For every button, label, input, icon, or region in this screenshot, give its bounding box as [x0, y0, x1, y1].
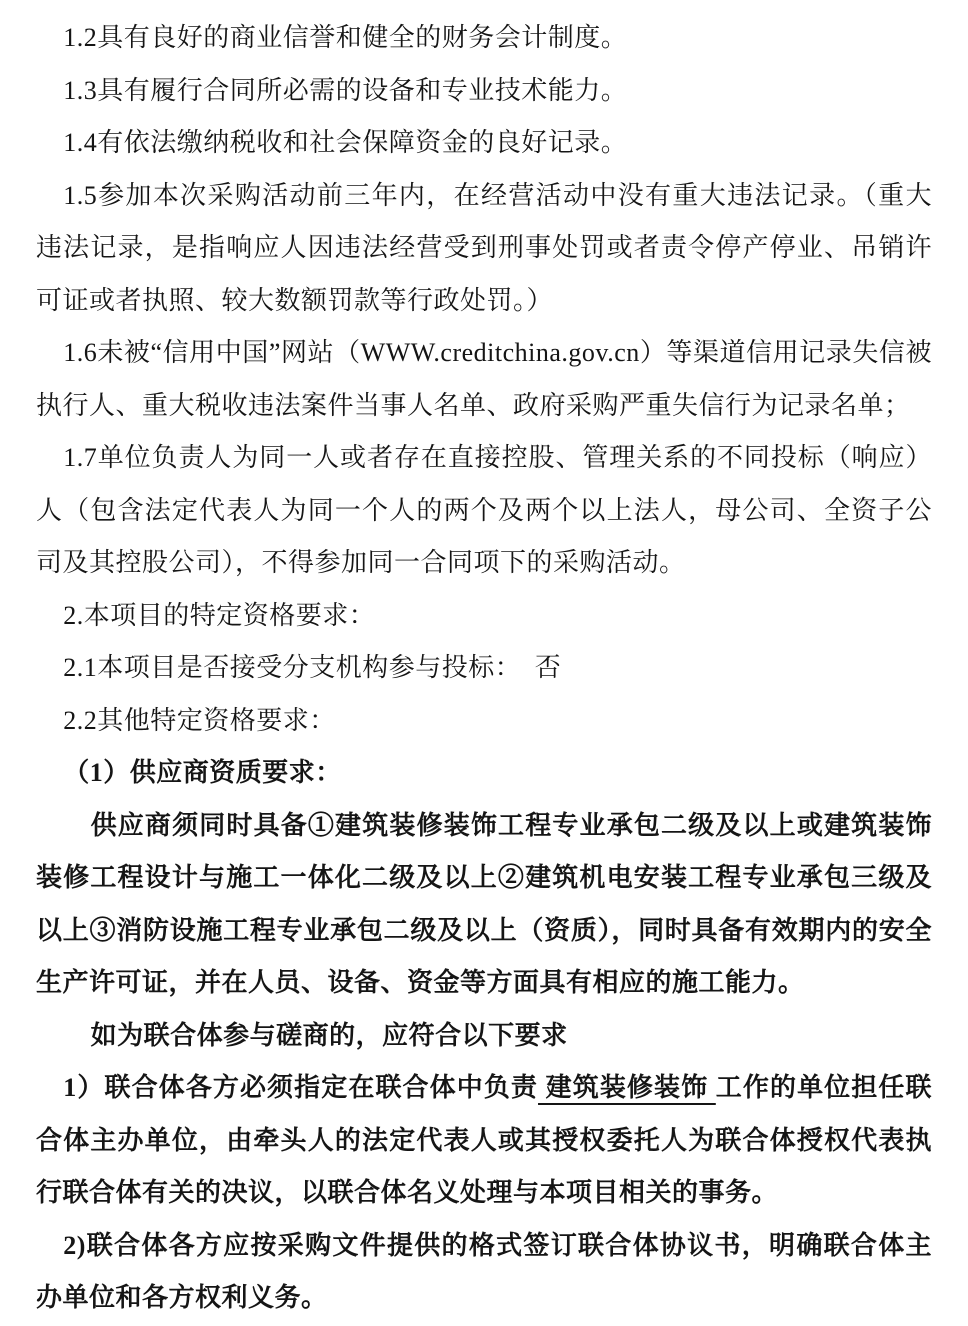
underline-blank-field: 建筑装修装饰	[538, 1073, 716, 1102]
para-1-4: 1.4有依法缴纳税收和社会保障资金的良好记录。	[63, 128, 628, 157]
para-2-heading: 2.本项目的特定资格要求：	[63, 600, 376, 630]
para-2-1-branch-allowed: 2.1本项目是否接受分支机构参与投标： 否	[63, 653, 562, 682]
para-consortium-intro: 如为联合体参与磋商的，应符合以下要求	[90, 1020, 568, 1050]
para-1-2: 1.2具有良好的商业信誉和健全的财务会计制度。	[63, 23, 628, 52]
para-supplier-qualification-heading: （1）供应商资质要求：	[63, 758, 342, 787]
para-1-7: 1.7单位负责人为同一人或者存在直接控股、管理关系的不同投标（响应）人（包含法定代表人为同一个人的两个及两个以上法人，母公司、全资子公司及其控股公司），不得参加同一合同项下的采购活动。	[36, 443, 932, 577]
para-consortium-item-1	[36, 1062, 932, 1220]
para-1-5: 1.5参加本次采购活动前三年内，在经营活动中没有重大违法记录。（重大违法记录，是指响应人因违法经营受到刑事处罚或者责令停产停业、吊销许可证或者执照、较大数额罚款等行政处罚。）	[36, 180, 932, 315]
para-1-6: 1.6未被“信用中国”网站（WWW.creditchina.gov.cn）等渠道信用记录失信被执行人、重大税收违法案件当事人名单、政府采购严重失信行为记录名单；	[36, 338, 932, 420]
consortium-item-1-before: 1）联合体各方必须指定在联合体中负责	[63, 1073, 539, 1102]
para-1-3: 1.3具有履行合同所必需的设备和专业技术能力。	[63, 75, 628, 105]
para-2-2-other-requirements: 2.2其他特定资格要求：	[63, 705, 336, 735]
para-supplier-qualification-body: 供应商须同时具备①建筑装修装饰工程专业承包二级及以上或建筑装饰装修工程设计与施工一体化二级及以上②建筑机电安装工程专业承包三级及以上③消防设施工程专业承包二级及以上（资质），同时具备有效期内的安全生产许可证，并在人员、设备、资金等方面具有相应的施工能力。	[36, 810, 932, 997]
para-consortium-item-2: 2)联合体各方应按采购文件提供的格式签订联合体协议书，明确联合体主办单位和各方权利义务。	[36, 1230, 932, 1312]
consortium-item-1-after: 工作的单位担任联合体主办单位，由牵头人的法定代表人或其授权委托人为联合体授权代表执行联合体有关的决议，以联合体名义处理与本项目相关的事务。	[36, 1073, 932, 1207]
